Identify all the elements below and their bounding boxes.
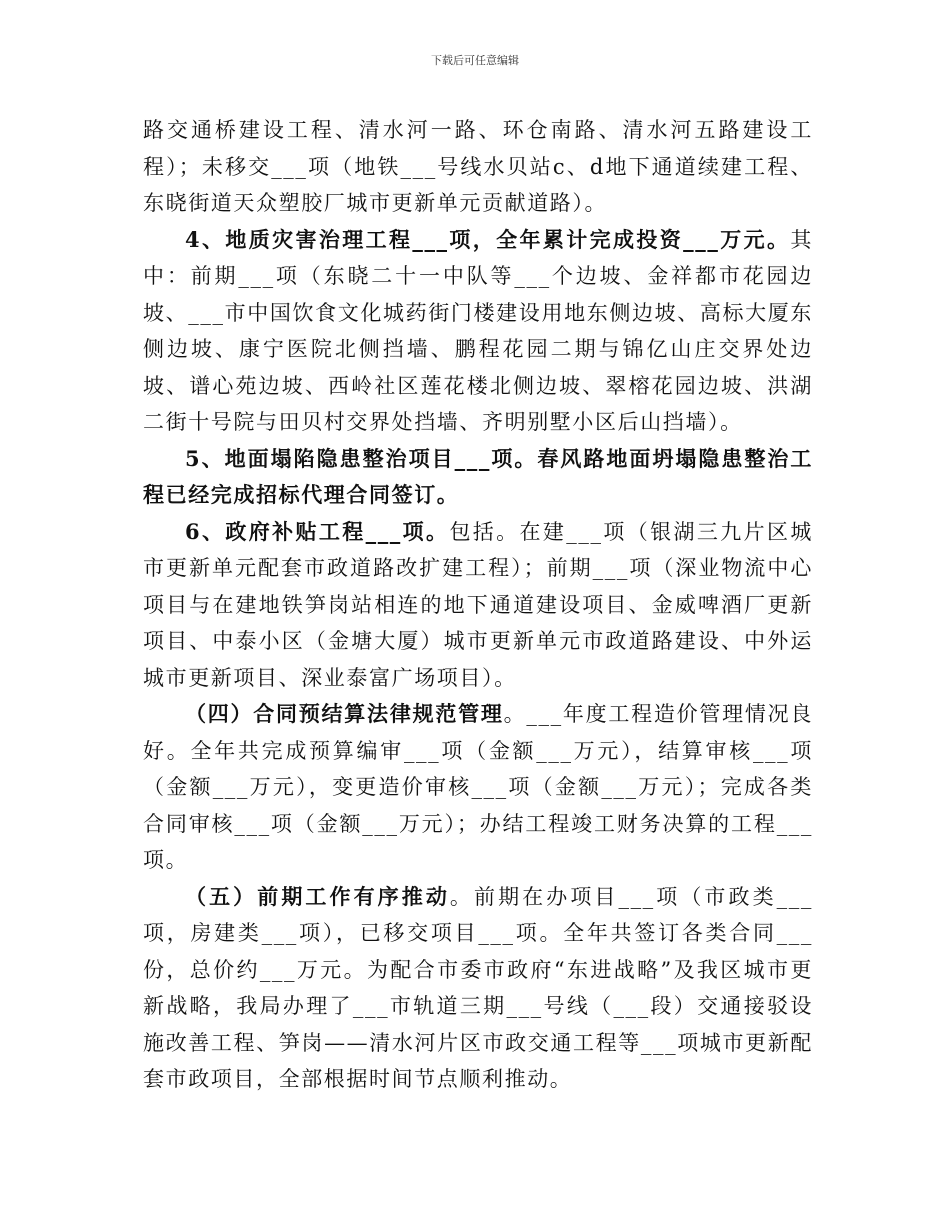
- paragraph-heading: 4、地质灾害治理工程___项，全年累计完成投资___万元。: [185, 226, 791, 252]
- paragraph-heading: （四）合同预结算法律规范管理: [185, 701, 504, 726]
- paragraph-text: 其中：前期___项（东晓二十一中队等___个边坡、金祥都市花园边坡、___市中国饮食文化城药街门楼建设用地东侧边坡、高标大厦东侧边坡、康宁医院北侧挡墙、鹏程花园二期与锦亿山庄交界处边坡、谱心苑边坡、西岭社区莲花楼北侧边坡、翠榕花园边坡、洪湖二街十号院与田贝村交界处挡墙、齐明别墅小区后山挡墙）。: [143, 227, 813, 434]
- paragraph-government-subsidy: [143, 514, 813, 697]
- paragraph-text: 。前期在办项目___项（市政类___项，房建类___项），已移交项目___项。全年共签订各类合同___份，总价约___万元。为配合市委市政府“东进战略”及我区城市更新战略，我局办理了___市轨道三期___号线（___段）交通接驳设施改善工程、笋岗——清水河片区市政交通工程等___项城市更新配套市政项目，全部根据时间节点顺利推动。: [143, 884, 813, 1091]
- page-header: 下载后可任意编辑: [431, 54, 519, 67]
- paragraph-geological-hazard: [143, 222, 813, 441]
- paragraph-heading: 5、地面塌陷隐患整治项目___项。春风路地面坍塌隐患整治工程已经完成招标代理合同签订。: [143, 445, 813, 507]
- paragraph-continuation: [143, 112, 813, 222]
- paragraph-text: 。___年度工程造价管理情况良好。全年共完成预算编审___项（金额___万元），结算审核___项（金额___万元），变更造价审核___项（金额___万元）；完成各类合同审核___项（金额___万元）；办结工程竣工财务决算的工程___项。: [143, 702, 813, 872]
- paragraph-text: 包括。在建___项（银湖三九片区城市更新单元配套市政道路改扩建工程）；前期___项（深业物流中心项目与在建地铁笋岗站相连的地下通道建设项目、金威啤酒厂更新项目、中泰小区（金塘大厦）城市更新单元市政道路建设、中外运城市更新项目、深业泰富广场项目）。: [143, 519, 813, 690]
- paragraph-heading: （五）前期工作有序推动: [185, 883, 450, 909]
- paragraph-preliminary-work: [143, 879, 813, 1098]
- paragraph-text: 路交通桥建设工程、清水河一路、环仓南路、清水河五路建设工程）；未移交___项（地铁___号线水贝站c、d地下通道续建工程、东晓街道天众塑胶厂城市更新单元贡献道路）。: [143, 118, 813, 215]
- paragraph-heading: 6、政府补贴工程___项。: [185, 518, 450, 544]
- document-body: [143, 112, 813, 1098]
- paragraph-ground-collapse: [143, 441, 813, 514]
- paragraph-contract-settlement: [143, 696, 813, 879]
